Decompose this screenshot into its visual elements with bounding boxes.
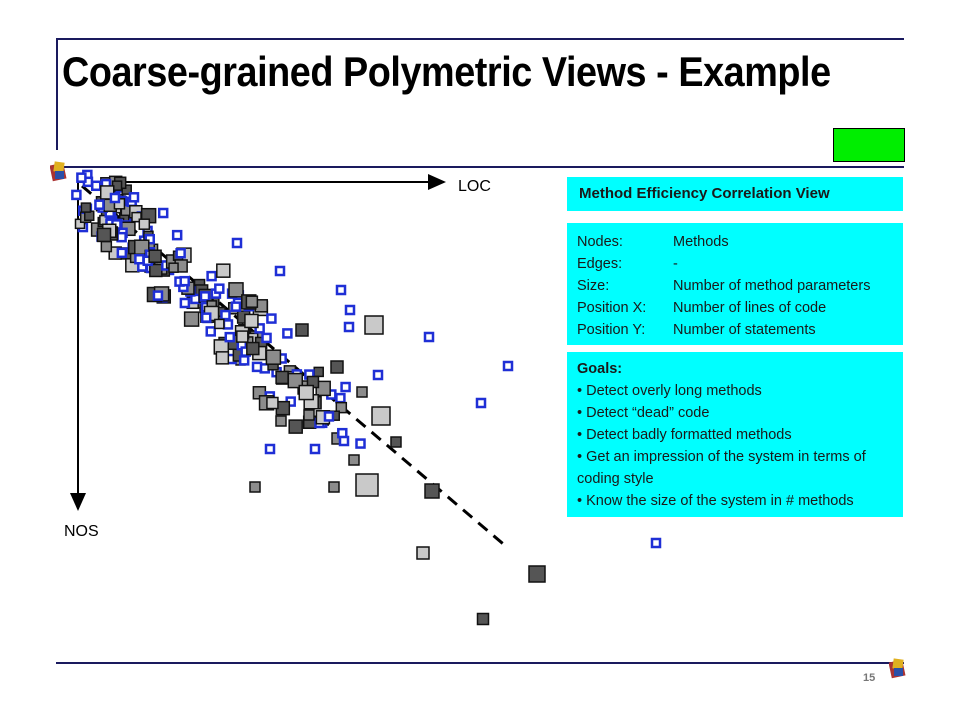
method-node: [372, 407, 390, 425]
property-key: Position Y:: [577, 322, 646, 338]
property-key: Position X:: [577, 300, 647, 316]
property-value: -: [673, 256, 678, 272]
method-node: [130, 193, 138, 201]
method-node: [217, 264, 230, 277]
method-node: [365, 316, 383, 334]
method-node: [336, 394, 344, 402]
goal-item: • Detect badly formatted methods: [577, 427, 792, 443]
method-node: [342, 383, 350, 391]
property-value: Number of method parameters: [673, 278, 871, 294]
method-node: [221, 311, 229, 319]
method-node: [149, 250, 161, 262]
method-node: [101, 242, 111, 252]
property-value: Number of lines of code: [673, 300, 827, 316]
method-node: [240, 356, 248, 364]
method-node: [325, 412, 333, 420]
method-node: [417, 547, 429, 559]
property-key: Edges:: [577, 256, 623, 272]
method-node: [331, 361, 343, 373]
method-node: [118, 233, 126, 241]
method-node: [216, 352, 228, 364]
method-node: [245, 314, 258, 327]
method-node: [208, 272, 216, 280]
method-node: [232, 303, 240, 311]
method-node: [247, 343, 259, 355]
method-node: [299, 386, 313, 400]
method-node: [253, 363, 261, 371]
method-node: [181, 299, 189, 307]
method-node: [349, 455, 359, 465]
property-key: Nodes:: [577, 234, 623, 250]
method-node: [283, 329, 291, 337]
method-node: [202, 314, 210, 322]
property-row: [577, 253, 893, 275]
method-node: [263, 334, 271, 342]
method-node: [215, 319, 224, 328]
property-row: [577, 231, 893, 253]
method-node: [266, 445, 274, 453]
method-node: [118, 249, 126, 257]
goal-item: • Know the size of the system in # methods: [577, 493, 854, 509]
x-axis-label: LOC: [458, 178, 491, 195]
method-node: [250, 482, 260, 492]
method-node: [425, 484, 439, 498]
method-node: [201, 292, 209, 300]
method-node: [207, 327, 215, 335]
method-node: [374, 371, 382, 379]
method-node: [246, 296, 257, 307]
method-node: [139, 219, 149, 229]
method-node: [356, 474, 378, 496]
property-value: Number of statements: [673, 322, 816, 338]
method-node: [337, 286, 345, 294]
method-node: [391, 437, 401, 447]
method-node: [150, 264, 162, 276]
method-node: [237, 331, 248, 342]
method-node: [425, 333, 433, 341]
method-node: [529, 566, 545, 582]
property-row: [577, 319, 893, 341]
method-node: [173, 231, 181, 239]
method-node: [95, 201, 103, 209]
page-number: 15: [863, 672, 876, 684]
method-node: [266, 350, 280, 364]
method-node: [233, 239, 241, 247]
method-node: [177, 249, 185, 257]
method-node: [314, 367, 323, 376]
property-row: [577, 297, 893, 319]
y-axis-label: NOS: [64, 523, 99, 540]
method-node: [276, 416, 286, 426]
method-node: [98, 228, 111, 241]
property-value: Methods: [673, 234, 729, 250]
method-node: [169, 263, 178, 272]
property-key: Size:: [577, 278, 610, 294]
method-node: [135, 255, 143, 263]
method-node: [477, 399, 485, 407]
goal-item: • Detect overly long methods: [577, 383, 762, 399]
view-title-panel: [567, 177, 903, 211]
method-node: [267, 315, 275, 323]
method-node: [159, 209, 167, 217]
method-node: [296, 324, 308, 336]
method-node: [289, 420, 302, 433]
method-node: [357, 387, 367, 397]
method-node: [72, 191, 80, 199]
view-title: Method Efficiency Correlation View: [579, 185, 830, 202]
method-node: [224, 320, 232, 328]
method-node: [304, 410, 314, 420]
method-node: [346, 306, 354, 314]
method-node: [111, 194, 119, 202]
method-node: [357, 440, 365, 448]
method-node: [226, 333, 234, 341]
method-node: [329, 482, 339, 492]
method-node: [478, 614, 489, 625]
properties-panel: [567, 223, 903, 345]
property-row: [577, 275, 893, 297]
method-node: [276, 267, 284, 275]
method-node: [229, 283, 243, 297]
method-node: [340, 437, 348, 445]
method-node: [215, 285, 223, 293]
method-node: [267, 398, 278, 409]
goals-heading: Goals:: [577, 361, 623, 377]
method-node: [92, 182, 100, 190]
method-node: [81, 203, 90, 212]
method-node: [185, 312, 199, 326]
method-node: [77, 174, 85, 182]
goals-panel: [567, 352, 903, 517]
goal-item: • Detect “dead” code: [577, 405, 710, 421]
method-node: [652, 539, 660, 547]
method-node: [504, 362, 512, 370]
method-node: [154, 292, 162, 300]
slide-title: Coarse-grained Polymetric Views - Example: [62, 48, 831, 95]
method-node: [345, 323, 353, 331]
method-node: [181, 277, 189, 285]
goal-item: • Get an impression of the system in terms of coding style: [577, 449, 866, 487]
method-node: [276, 371, 288, 383]
method-node: [311, 445, 319, 453]
